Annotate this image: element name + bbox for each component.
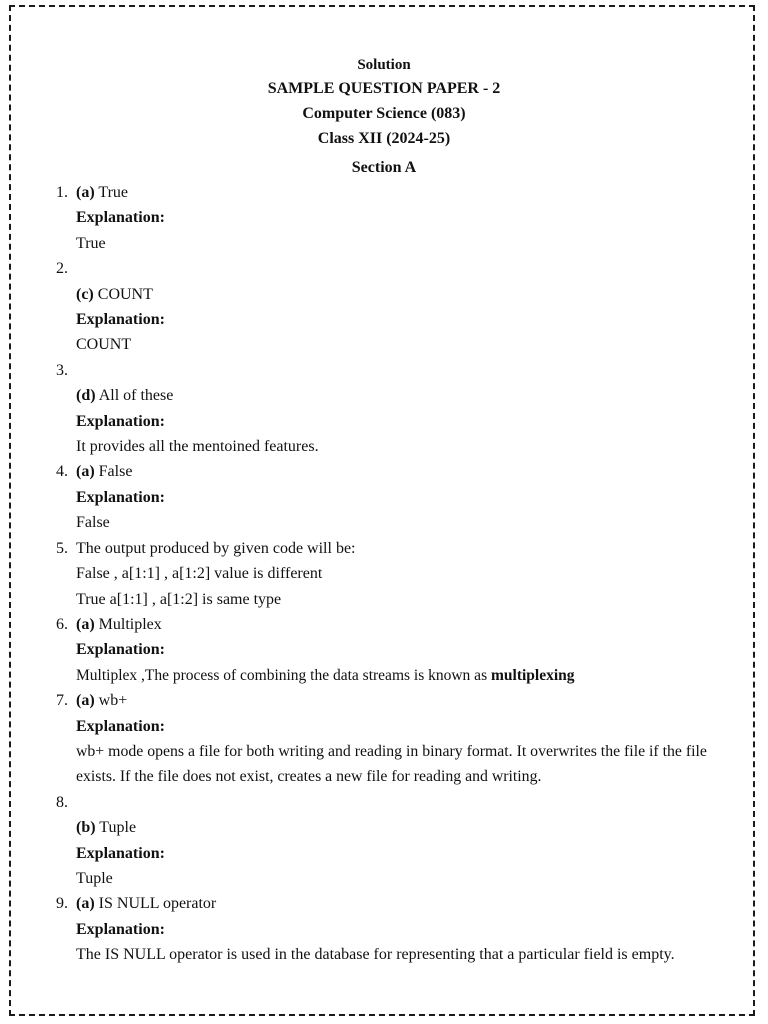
explanation-text: The IS NULL operator is used in the database for representing that a particular field is empty. bbox=[76, 946, 675, 964]
answer-option: (d) bbox=[76, 387, 96, 405]
output-line-1: False , a[1:1] , a[1:2] value is different bbox=[76, 565, 323, 583]
document-body bbox=[56, 54, 736, 968]
question-number: 8. bbox=[56, 793, 68, 811]
question-number: 7. bbox=[56, 692, 68, 710]
explanation-label: Explanation: bbox=[76, 641, 165, 659]
question-1 bbox=[56, 180, 736, 256]
question-6 bbox=[56, 612, 736, 688]
answer-text: Multiplex bbox=[98, 615, 162, 633]
explanation-keyword: multiplexing bbox=[490, 666, 575, 684]
explanation-text: wb+ mode opens a file for both writing and reading in binary format. It overwrites the file if the file exists. If the file does not exist, creates a new file for reading and writing. bbox=[76, 742, 707, 786]
explanation-text: COUNT bbox=[76, 336, 132, 354]
question-number: 6. bbox=[56, 615, 68, 633]
paper-header bbox=[0, 54, 768, 180]
answer-text: Tuple bbox=[99, 819, 137, 837]
question-number: 1. bbox=[56, 184, 68, 201]
question-number: 5. bbox=[56, 539, 68, 557]
answer-option: (a) bbox=[76, 692, 95, 710]
class-title: Class XII (2024-25) bbox=[317, 130, 451, 147]
question-5 bbox=[56, 536, 736, 612]
explanation-text: It provides all the mentoined features. bbox=[76, 438, 319, 456]
question-7 bbox=[56, 688, 736, 790]
answer-option: (a) bbox=[76, 463, 95, 481]
question-number: 2. bbox=[56, 260, 68, 278]
explanation-label: Explanation: bbox=[76, 920, 165, 938]
explanation-text: Tuple bbox=[76, 869, 113, 887]
question-4 bbox=[56, 459, 736, 535]
answer-option: (c) bbox=[76, 285, 94, 303]
answer-option: (a) bbox=[76, 615, 95, 633]
explanation-label: Explanation: bbox=[76, 311, 165, 329]
output-line-2: True a[1:1] , a[1:2] is same type bbox=[76, 590, 282, 608]
answer-text: False bbox=[98, 463, 133, 481]
solution-title: Solution bbox=[357, 57, 411, 73]
question-number: 4. bbox=[56, 463, 68, 481]
section-title: Section A bbox=[351, 159, 417, 176]
explanation-label: Explanation: bbox=[76, 209, 165, 227]
answer-option: (a) bbox=[76, 184, 95, 201]
subject-title: Computer Science (083) bbox=[302, 105, 466, 122]
answer-option: (b) bbox=[76, 819, 96, 837]
question-3 bbox=[56, 358, 736, 460]
explanation-text: True bbox=[76, 234, 106, 252]
answer-option: (a) bbox=[76, 895, 95, 913]
question-text: The output produced by given code will be: bbox=[76, 539, 356, 557]
paper-title: SAMPLE QUESTION PAPER - 2 bbox=[267, 80, 501, 97]
question-number: 3. bbox=[56, 361, 68, 379]
answer-text: COUNT bbox=[97, 285, 153, 303]
explanation-label: Explanation: bbox=[76, 412, 165, 430]
answer-text: All of these bbox=[98, 387, 174, 405]
question-9 bbox=[56, 891, 736, 967]
question-8 bbox=[56, 790, 736, 892]
answer-text: True bbox=[98, 184, 129, 201]
question-number: 9. bbox=[56, 895, 68, 913]
explanation-text: Multiplex ,The process of combining the data streams is known as bbox=[76, 666, 491, 684]
explanation-label: Explanation: bbox=[76, 488, 165, 506]
explanation-label: Explanation: bbox=[76, 844, 165, 862]
explanation-label: Explanation: bbox=[76, 717, 165, 735]
explanation-text: False bbox=[76, 514, 110, 532]
question-2 bbox=[56, 256, 736, 358]
answer-text: IS NULL operator bbox=[98, 895, 217, 913]
answer-text: wb+ bbox=[98, 692, 128, 710]
